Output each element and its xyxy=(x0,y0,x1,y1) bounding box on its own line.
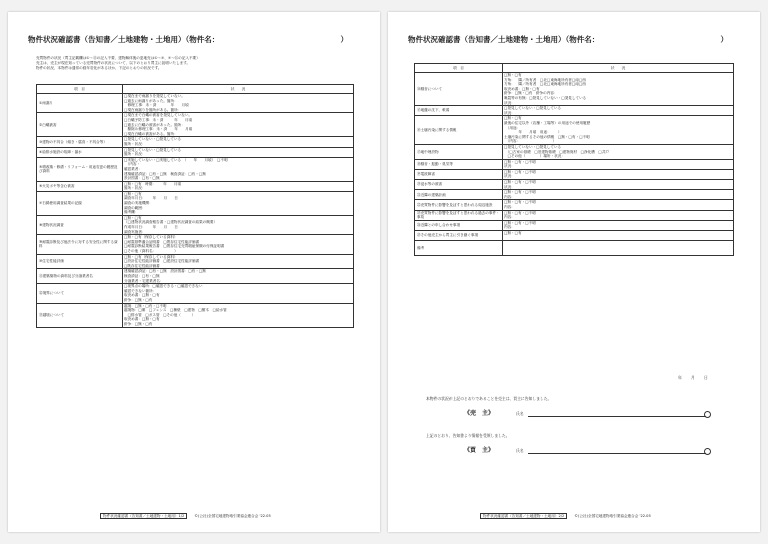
status-line: □無・□有 xyxy=(124,215,142,220)
document-page-2 xyxy=(388,12,760,532)
status-line: □現在雨漏りを箇所がある。箇所： xyxy=(124,107,182,112)
status-line: □無・□有 xyxy=(504,231,522,235)
table-row xyxy=(415,180,734,190)
footer-copyright: ©(公社)全国宅地建物取引業協会連合会 '22.05 xyxy=(574,514,651,518)
status-line: 状況： xyxy=(504,174,515,179)
row-status-cell[interactable] xyxy=(123,157,354,181)
buyer-name-label: 氏名 xyxy=(516,448,524,453)
row-item-label: ⑪建築築物の資料及び分譲業者名 xyxy=(37,269,123,284)
row-status-cell[interactable] xyxy=(503,159,734,169)
row-item-label: ⑫境界について xyxy=(37,284,123,303)
status-line: 状況： xyxy=(504,100,515,105)
status-line: 状況： xyxy=(504,184,515,189)
row-status-cell[interactable] xyxy=(123,215,354,234)
page-title xyxy=(28,34,348,45)
row-status-cell[interactable] xyxy=(503,241,734,256)
row-status-cell[interactable] xyxy=(503,144,734,159)
seller-label: 《売 主》 xyxy=(464,410,495,417)
row-item-label: ⑨耐震診断及び他法令に対する安全性に関する資料 xyxy=(37,235,123,254)
status-line: □現在まで白蟻の被害を発見していない。 xyxy=(124,113,193,118)
row-item-label: ㉓売買物件に影響を及ぼすと思われる過去の事件・事故 xyxy=(415,210,503,220)
status-line: □無・□有・□不明 xyxy=(504,180,536,185)
status-line: □無・□有 時期： 年 月頃 xyxy=(124,181,182,186)
signature-date[interactable]: 年 月 日 xyxy=(678,375,708,380)
footer-copyright: ©(公社)全国宅地建物取引業協会連合会 '22.05 xyxy=(194,514,271,518)
row-status-cell[interactable] xyxy=(503,210,734,220)
status-line: □無・□有・□不明 xyxy=(504,210,536,215)
status-line: □その他（ ）場所・状況： xyxy=(504,154,565,159)
buyer-label: 《買 主》 xyxy=(464,447,495,454)
row-status-cell[interactable] xyxy=(123,147,354,157)
status-line: 状況： xyxy=(504,110,515,115)
status-line: （内容・ xyxy=(124,162,141,167)
footer-label: 物件状況確認書（告知書／土地建物・土地用）2/2 xyxy=(480,513,567,519)
table-row xyxy=(415,144,734,159)
title-text: 物件状況確認書（告知書／土地建物・土地用）（物件名： xyxy=(28,35,220,44)
table-row xyxy=(37,284,354,303)
status-line: □排水管 □ガス管 □その他（ ） xyxy=(124,312,196,317)
status-line: □実施していない・□実施している （ 年 月頃） □不明 xyxy=(124,157,228,162)
row-status-cell[interactable] xyxy=(123,137,354,147)
status-line: □無・□有（保存している資料） xyxy=(124,254,178,259)
status-line: 確認できない箇所： xyxy=(124,288,157,293)
buyer-seal-mark xyxy=(704,448,711,455)
status-line: □過去に白蟻の被害があった。箇所： xyxy=(124,122,185,127)
status-line: □無・□有 xyxy=(504,73,522,77)
title-close-paren: ） xyxy=(340,35,348,44)
status-line: 紛争：□無・□有 紛争の内容： xyxy=(504,91,558,96)
status-line: 土壌汚染に関するその他の情報 □無・□有・□不明 xyxy=(504,134,590,139)
intro-line: 売買物件の状況（買主記載欄は①～⑪の記入不要、建物解体後の更地売は①～⑦、⑦～⑪の記入不要） xyxy=(36,56,200,60)
row-status-cell[interactable] xyxy=(503,190,734,200)
status-line: □現在白蟻の被害がある。箇所： xyxy=(124,131,178,136)
row-status-cell[interactable] xyxy=(123,235,354,254)
table-row xyxy=(415,241,734,256)
status-line: 修理工事：未・済 年 月頃 xyxy=(124,103,189,108)
table-row xyxy=(37,137,354,147)
status-line: 分譲業者・宅建業者名： xyxy=(124,278,164,283)
header-item: 項 目 xyxy=(37,85,123,94)
status-line: 検査済証：□有・□無 xyxy=(124,273,160,278)
row-item-label: ③建物の不具合（傾き・腐食・不具合等） xyxy=(37,137,123,147)
status-line: □無・□有（保存している資料） xyxy=(124,235,178,240)
status-line: □発見していない・□発見している xyxy=(124,147,182,152)
row-status-cell[interactable] xyxy=(503,180,734,190)
status-line: 取決め書：□無・□有 xyxy=(124,293,160,298)
header-item: 項 目 xyxy=(415,64,503,73)
status-line: 確認業者： xyxy=(124,166,142,171)
status-line: □耐震基準適合証明書 □既存住宅性能評価書 xyxy=(124,239,200,244)
table-header xyxy=(415,64,734,73)
status-line: □発見していない・□発見している xyxy=(504,106,562,111)
row-status-cell[interactable] xyxy=(123,94,354,113)
page-footer xyxy=(480,514,651,519)
status-line: 備考欄： xyxy=(124,210,139,215)
status-line: 調査の範囲： xyxy=(124,205,146,210)
row-status-cell[interactable] xyxy=(503,220,734,230)
status-line: 紛争：□無・□有 xyxy=(124,297,153,302)
row-item-label: ⑥火災ボヤ等含む被害 xyxy=(37,181,123,191)
footer-label: 物件状況確認書（告知書／土地建物・土地用）1/2 xyxy=(100,513,187,519)
header-status: 状 況 xyxy=(503,64,734,73)
table-row xyxy=(37,303,354,327)
table-row xyxy=(37,254,354,269)
row-item-label: ㉕その他売主から買主に引き継ぐ事項 xyxy=(415,231,503,241)
status-line: （□建物状況調査報告書・□建物状況調査の結果の概要） xyxy=(124,220,218,225)
seller-statement: 本物件の状況が上記のとおりであることを売主は、買主に告知しました。 xyxy=(426,396,552,401)
row-status-cell[interactable] xyxy=(123,191,354,215)
row-item-label: ㉔近隣との申し合わせ事項 xyxy=(415,220,503,230)
status-line: 越境：□無・□有・□不明 xyxy=(124,303,167,308)
row-status-cell[interactable] xyxy=(503,106,734,116)
status-line: □発見していない・□発見している xyxy=(124,137,182,142)
row-item-label: ⑭騒音について xyxy=(415,73,503,106)
table-row xyxy=(415,169,734,179)
status-line: 建築確認済証：□有・□無 設計図書：□有・□無 xyxy=(124,269,206,274)
status-line: □無・□有・□不明 xyxy=(504,190,536,195)
status-table xyxy=(414,63,734,256)
table-row xyxy=(37,113,354,137)
buyer-statement: 上記のとおり、告知書より情報を受領しました。 xyxy=(426,433,510,438)
status-line: 取決め書：□無・□有 xyxy=(124,317,160,322)
status-line: （内容： ） xyxy=(504,139,557,144)
table-row xyxy=(415,200,734,210)
row-item-label: ⑲電波障害 xyxy=(415,169,503,179)
status-line: 箇所・状況： xyxy=(124,141,146,146)
status-line: □耐震診断結果報告書 □既存住宅売買瑕疵保険の付保証明書 xyxy=(124,244,225,249)
row-status-cell[interactable] xyxy=(123,181,354,191)
status-line: 建築確認済証：□有・□無 検査済証：□有・□無 xyxy=(124,171,206,176)
status-line xyxy=(504,250,732,255)
status-line: 最後の住宅以外（店舗・工場等）の用途での使用履歴 xyxy=(504,120,591,125)
status-line: □無・□有・□不明 xyxy=(504,159,536,164)
status-line: 方角： 隣／所有者 □北□東海地所有者□南□西 xyxy=(504,77,586,82)
table-row xyxy=(415,116,734,145)
status-line: 内容： xyxy=(504,205,515,210)
table-row xyxy=(415,159,734,169)
status-line: 箇所・状況： xyxy=(124,186,146,191)
status-line: □その他（資料名： ） xyxy=(124,249,178,253)
status-table xyxy=(36,84,354,328)
row-item-label: ⑮地盤の沈下、軟弱 xyxy=(415,106,503,116)
status-line: 内容： xyxy=(504,215,515,220)
row-item-label: ㉑近隣の建築計画 xyxy=(415,190,503,200)
status-line: □過去に雨漏りがあった。箇所： xyxy=(124,98,178,103)
status-line: （用途： xyxy=(504,125,521,130)
row-item-label: ①雨漏り xyxy=(37,94,123,113)
status-line: 紛争：□無・□有 xyxy=(124,321,153,326)
status-line: 調査年月日： 年 月 日 xyxy=(124,196,178,201)
table-row xyxy=(415,73,734,106)
page-title xyxy=(408,34,728,45)
intro-line: 売主は、売主が現在知っている売買物件の状況について、以下のとおり買主に説明いたします。 xyxy=(36,61,191,66)
status-line: □無・□有 xyxy=(124,191,142,196)
seller-seal-mark xyxy=(704,411,711,418)
status-line: 箇所・状況： xyxy=(124,152,146,157)
status-line: □白蟻予防工事：未・済 年 月頃 xyxy=(124,117,193,122)
status-line: 状況： xyxy=(504,164,515,169)
row-item-label: ⑯土壌汚染に関する情報 xyxy=(415,116,503,145)
status-line: 作成年月日： 年 月 日 xyxy=(124,225,178,230)
status-line: 取決め書：□無・□有 xyxy=(504,86,540,91)
status-line: 内容： xyxy=(504,194,515,199)
status-line: 亀裂等の有無：□発見していない・□発見している xyxy=(504,95,587,100)
status-line: □設計住宅性能評価書 □建設住宅性能評価書 xyxy=(124,259,200,264)
row-item-label: ㉒売買物件に影響を及ぼすと思われる周辺施設 xyxy=(415,200,503,210)
row-status-cell[interactable] xyxy=(123,303,354,327)
row-item-label: ⑳浸水等の被害 xyxy=(415,180,503,190)
table-row xyxy=(37,269,354,284)
intro-line: 物件の状況、本物件は通常の経年変化があるほか、下記のとおりの状況です。 xyxy=(36,66,162,71)
row-status-cell[interactable] xyxy=(123,269,354,284)
buyer-name-field[interactable] xyxy=(528,446,706,454)
status-line: □無・□有・□不明 xyxy=(504,220,536,225)
table-row xyxy=(37,181,354,191)
table-row xyxy=(37,235,354,254)
status-line: 調査実施者： xyxy=(124,229,146,234)
table-row xyxy=(415,220,734,230)
row-item-label: 備考 xyxy=(415,241,503,256)
table-row xyxy=(415,231,734,241)
status-line: □境界点の場所：□確認できる・□確認できない xyxy=(124,284,203,289)
status-line: 設計図書：□有・□無 xyxy=(124,176,160,181)
status-line: 越境物：□塀 □フェンス □擁壁 □建物 □樹木 □給水管 xyxy=(124,308,227,313)
status-line: 方角： 隣／所有者 □北□東海地所有者□南□西 xyxy=(504,82,586,87)
table-row xyxy=(415,190,734,200)
status-line: 年 月頃 用途： ） xyxy=(504,130,562,135)
row-status-cell[interactable] xyxy=(503,200,734,210)
table-row xyxy=(37,191,354,215)
row-status-cell[interactable] xyxy=(123,113,354,137)
status-line: □現在まで雨漏りを発見していない。 xyxy=(124,94,185,98)
title-close-paren: ） xyxy=(720,35,728,44)
header-status: 状 況 xyxy=(123,85,354,94)
row-item-label: ⑩住宅性能評価 xyxy=(37,254,123,269)
status-line: □無・□有 xyxy=(504,116,522,121)
row-status-cell[interactable] xyxy=(123,254,354,269)
intro-text xyxy=(36,56,356,72)
status-line: （□古家の基礎 □旧建物基礎 □建物廃材 □浄化槽 □井戸 xyxy=(504,149,610,154)
status-line: □発見していない・□発見している xyxy=(504,144,562,149)
seller-name-label: 氏名 xyxy=(516,411,524,416)
seller-name-field[interactable] xyxy=(528,409,706,417)
page-footer xyxy=(100,514,271,519)
row-item-label: ⑱騒音・振動・臭気等 xyxy=(415,159,503,169)
row-item-label: ④給排水施設の故障・漏水 xyxy=(37,147,123,157)
table-row xyxy=(37,157,354,181)
row-item-label: ②白蟻被害 xyxy=(37,113,123,137)
status-line: 駆除＆修理工事：未・済 年 月頃 xyxy=(124,127,193,132)
status-line: □既存住宅性能評価書 xyxy=(124,263,160,268)
row-item-label: ⑤増改築・修繕・リフォーム・用途変更の履歴及び資料 xyxy=(37,157,123,181)
status-line: 内容： xyxy=(504,225,515,230)
table-row xyxy=(415,106,734,116)
table-header xyxy=(37,85,354,94)
row-item-label: ⑧建物状況調査 xyxy=(37,215,123,234)
status-line xyxy=(504,236,732,241)
title-text: 物件状況確認書（告知書／土地建物・土地用）（物件名： xyxy=(408,35,600,44)
table-row xyxy=(37,94,354,113)
status-line: 調査の実施機関： xyxy=(124,201,153,206)
row-status-cell[interactable] xyxy=(503,231,734,241)
row-status-cell[interactable] xyxy=(503,73,734,106)
row-status-cell[interactable] xyxy=(123,284,354,303)
status-line: □無・□有・□不明 xyxy=(504,200,536,205)
row-status-cell[interactable] xyxy=(503,116,734,145)
table-row xyxy=(37,215,354,234)
document-page-1 xyxy=(8,12,380,532)
table-row xyxy=(37,147,354,157)
table-row xyxy=(415,210,734,220)
row-item-label: ⑬越境について xyxy=(37,303,123,327)
row-status-cell[interactable] xyxy=(503,169,734,179)
status-line: □無・□有・□不明 xyxy=(504,169,536,174)
row-item-label: ⑰地中埋設物 xyxy=(415,144,503,159)
row-item-label: ⑦石綿使用調査結果の記録 xyxy=(37,191,123,215)
